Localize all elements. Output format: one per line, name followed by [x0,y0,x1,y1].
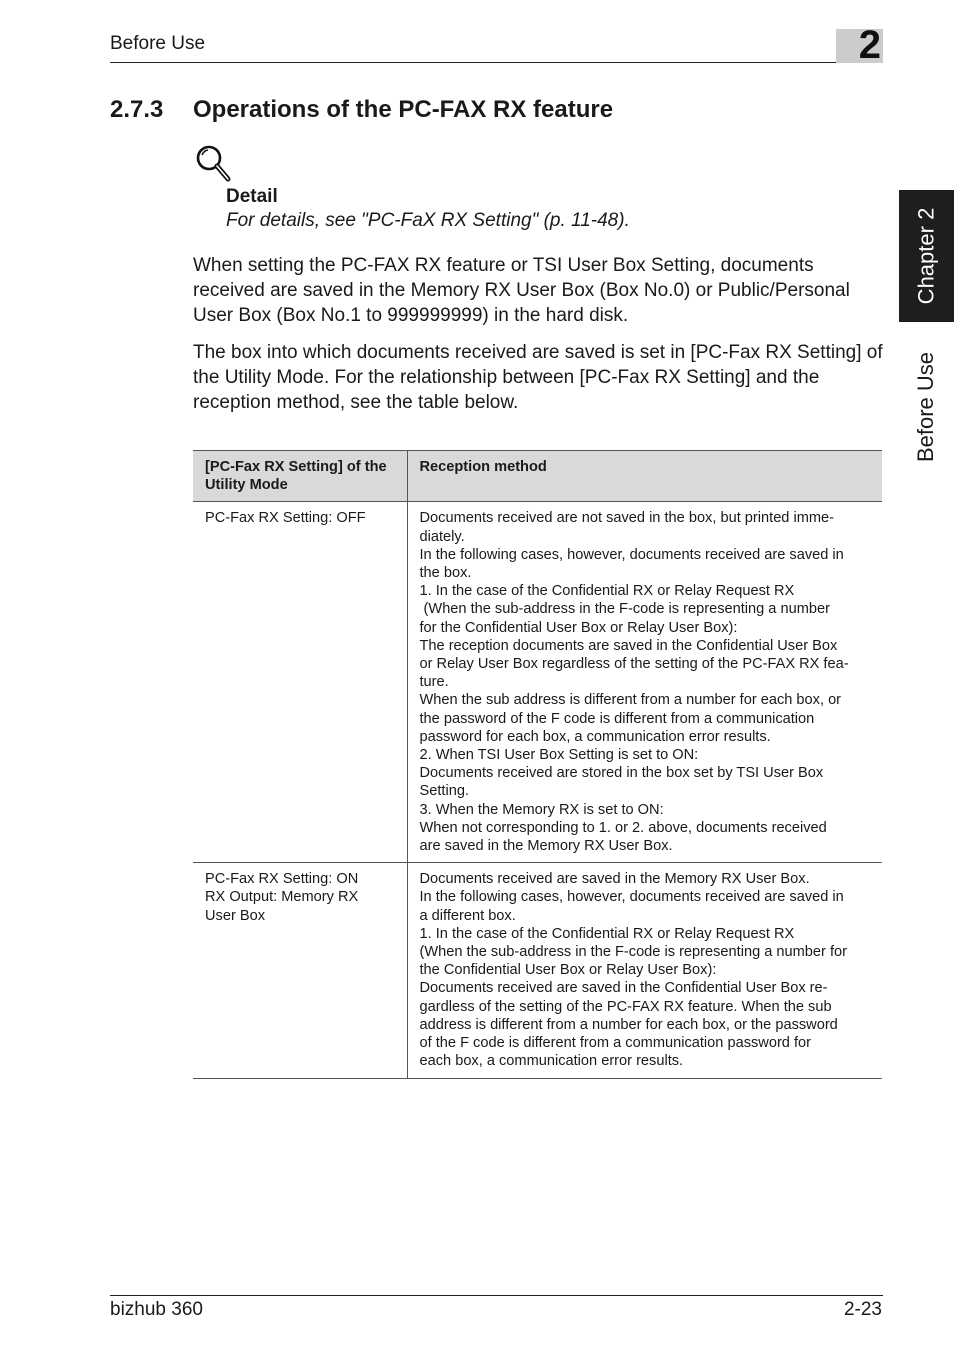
cell-line: PC-Fax RX Setting: ON [205,871,359,888]
table-row [193,863,882,1078]
section-title: Operations of the PC-FAX RX feature [193,96,614,123]
cell-line: 3. When the Memory RX is set to ON: [419,801,664,818]
body-paragraph-1: When setting the PC-FAX RX feature or TSI User Box Setting, documents received are saved in the Memory RX User Box (Box No.0) or Public/Personal User Box (Box No.1 to 999999999) in the hard disk. [193,255,850,326]
cell-line: password for each box, a communication error results. [419,728,771,745]
side-tab-section-label: Before Use [913,351,939,463]
cell-line: for the Confidential User Box or Relay User Box): [419,619,738,636]
cell-line: the password of the F code is different from a communication [419,710,815,727]
cell-line: Documents received are saved in the Confidential User Box re- [419,980,828,997]
table-header-row [193,451,882,502]
cell-line: When the sub address is different from a number for each box, or [419,692,842,709]
side-tab-chapter-label: Chapter 2 [913,207,939,305]
cell-line: are saved in the Memory RX User Box. [419,838,673,855]
cell-line: When not corresponding to 1. or 2. above, documents received [419,819,827,836]
detail-reference: For details, see "PC-FaX RX Setting" (p. 11-48). [226,210,630,231]
cell-line: (When the sub-address in the F-code is representing a number for [419,944,847,961]
cell-line: RX Output: Memory RX [205,889,359,906]
cell-line: a different box. [419,907,516,924]
cell-line: Documents received are saved in the Memory RX User Box. [419,871,810,888]
cell-line: each box, a communication error results. [419,1053,684,1070]
cell-line: 1. In the case of the Confidential RX or Relay Request RX [419,583,795,600]
side-tab-chapter [899,190,954,322]
reception-method-table [193,450,882,1079]
cell-line: In the following cases, however, documents received are saved in [419,546,844,563]
cell-line: the Confidential User Box or Relay User Box): [419,962,717,979]
magnifier-icon [193,143,233,183]
cell-line: or Relay User Box regardless of the setting of the PC-FAX RX fea- [419,656,849,673]
cell-line: gardless of the setting of the PC-FAX RX feature. When the sub [419,998,832,1015]
footer-product-name: bizhub 360 [110,1299,203,1320]
section-number: 2.7.3 [110,96,164,123]
cell-line: PC-Fax RX Setting: OFF [205,510,366,527]
chapter-number-box [836,23,883,67]
cell-line: User Box [205,907,266,924]
table-header-method: Reception method [407,451,882,502]
cell-line: 2. When TSI User Box Setting is set to ON: [419,747,699,764]
cell-line: address is different from a number for each box, or the password [419,1016,838,1033]
detail-label: Detail [226,186,278,207]
table-cell-method [407,502,882,863]
cell-line: 1. In the case of the Confidential RX or Relay Request RX [419,925,795,942]
header-rule [110,62,883,63]
table-header-setting: [PC-Fax RX Setting] of the Utility Mode [193,451,407,502]
chapter-number: 2 [858,23,881,67]
cell-line: diately. [419,528,465,545]
body-paragraph-2: The box into which documents received are saved is set in [PC-Fax RX Setting] of the Utility Mode. For the relationship between [PC-Fax RX Setting] and the reception method, see the table below. [193,342,883,413]
table-cell-setting [193,502,407,863]
footer-rule [110,1295,883,1296]
table-cell-setting [193,863,407,1078]
cell-line: ture. [419,674,449,691]
side-tab-section [899,332,954,482]
cell-line: The reception documents are saved in the Confidential User Box [419,637,838,654]
cell-line: (When the sub-address in the F-code is representing a number [419,601,830,618]
table-row [193,502,882,863]
cell-line: the box. [419,565,472,582]
footer-page-number: 2-23 [843,1299,882,1320]
table-cell-method [407,863,882,1078]
cell-line: Setting. [419,783,469,800]
running-header-title: Before Use [110,33,206,54]
cell-line: Documents received are not saved in the box, but printed imme- [419,510,835,527]
cell-line: of the F code is different from a communication password for [419,1035,812,1052]
cell-line: In the following cases, however, documents received are saved in [419,889,844,906]
cell-line: Documents received are stored in the box set by TSI User Box [419,765,824,782]
